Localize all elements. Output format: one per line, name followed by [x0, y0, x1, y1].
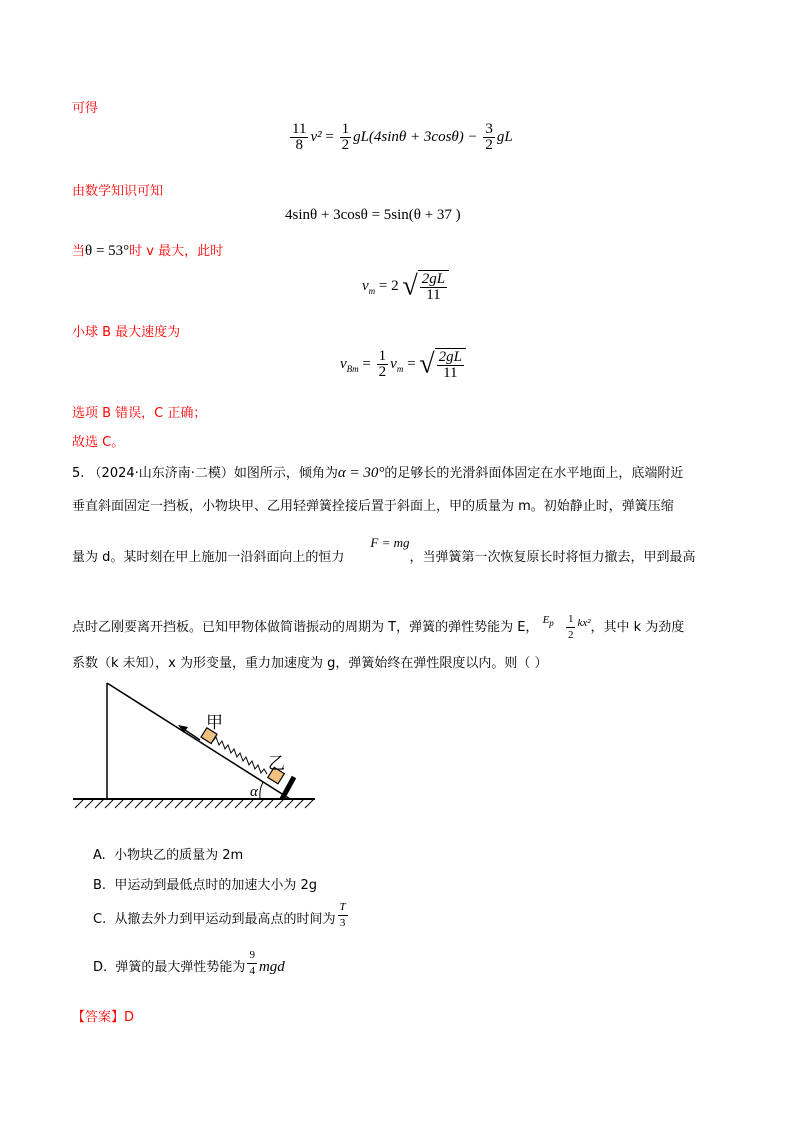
- answer-line: [72, 1006, 134, 1025]
- label-yi: 乙: [268, 754, 285, 773]
- spring: [210, 737, 267, 774]
- option-d: D. 弹簧的最大弹性势能为 $\frac{9}{4}$ mgd: [93, 949, 285, 977]
- text-line-6: 故选 C。: [72, 435, 125, 450]
- ground-hatching: [75, 799, 314, 808]
- question-source: （2024·山东济南·二模）: [88, 466, 234, 481]
- text-line-2: 由数学知识可知: [72, 184, 164, 199]
- label-jia: 甲: [206, 713, 223, 732]
- alpha-value: α = 30°: [337, 465, 385, 481]
- answer-bracket: 【答案】: [72, 1010, 125, 1025]
- label-alpha: α: [250, 784, 258, 800]
- text-line-1: 可得: [72, 101, 99, 116]
- angle-arc: [260, 782, 263, 799]
- barrier: [282, 777, 294, 799]
- text-line-4: 小球 B 最大速度为: [72, 325, 181, 340]
- incline-figure: [70, 675, 330, 815]
- option-b: B. 甲运动到最低点时的加速大小为 2g: [93, 878, 317, 893]
- answer-value: D: [124, 1010, 135, 1025]
- option-c: C. 从撤去外力到甲运动到最高点的时间为 $\frac{T}{3}$: [93, 901, 346, 929]
- question-line-5: 系数（k 未知），x 为形变量，重力加速度为 g，弹簧始终在弹性限度以内。则（ ）: [72, 656, 548, 671]
- question-line-4: 点时乙刚要离开挡板。已知甲物体做简谐振动的周期为 T，弹簧的弹性势能为 E， $^{E_p}$ $\frac{1}{2}$ $^{kx^2}$，其中 k 为劲度: [72, 613, 685, 641]
- question-line-3: 量为 d。某时刻在甲上施加一沿斜面向上的恒力F = mg，当弹簧第一次恢复原长时将恒力撤去，甲到最高: [72, 535, 696, 565]
- question-number: 5.: [72, 466, 85, 481]
- text-line-5: 选项 B 错误，C 正确；: [72, 406, 207, 421]
- equation-1: $\frac{11}{8}$ v² = $\frac{1}{2}$ gL(4sinθ + 3cosθ) − $\frac{3}{2}$ gL: [292, 121, 513, 153]
- equation-2: 4sinθ + 3cosθ = 5sin(θ + 37 ): [285, 207, 461, 223]
- ep-symbol: Ep: [542, 614, 554, 629]
- equation-5: $v_{Bm}$ = $\frac{1}{2}$ $v_m$ = √ $\frac{2gL}{11}$: [340, 348, 466, 381]
- question-line-2: 垂直斜面固定一挡板，小物块甲、乙用轻弹簧拴接后置于斜面上，甲的质量为 m。初始静止时，弹簧压缩: [72, 499, 674, 514]
- question-line-1: 5. （2024·山东济南·二模）如图所示，倾角为α = 30°的足够长的光滑斜面体固定在水平地面上，底端附近: [72, 465, 684, 481]
- equation-4: $v_m = 2$ √ $\frac{2gL}{11}$: [362, 270, 449, 303]
- text-line-3: 当θ = 53°时 v 最大，此时: [72, 243, 224, 259]
- force-formula: F = mg: [370, 535, 410, 550]
- option-a: A. 小物块乙的质量为 2m: [93, 848, 244, 863]
- incline-slope: [107, 683, 290, 799]
